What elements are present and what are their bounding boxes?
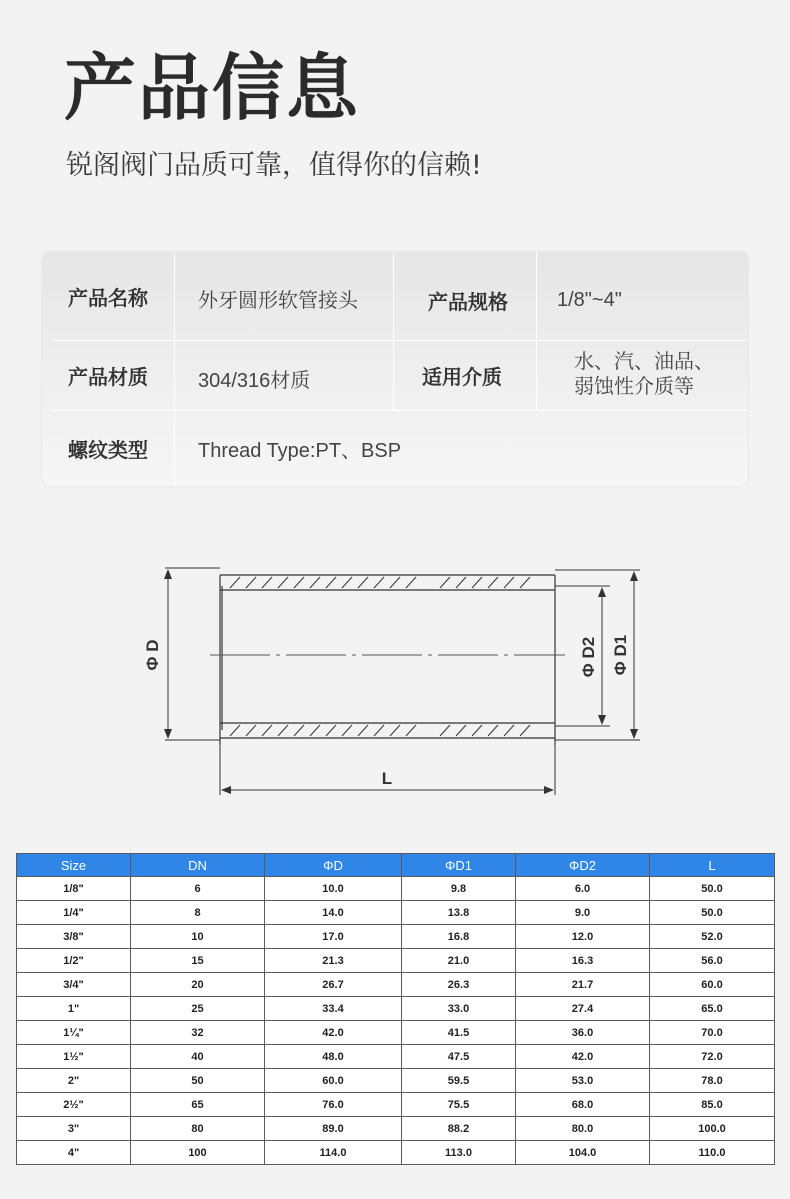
cell-d: 21.3 [265, 949, 402, 973]
table-row [17, 901, 775, 925]
cell-d: 33.4 [265, 997, 402, 1021]
cell-d1: 9.8 [402, 877, 516, 901]
table-row [17, 1045, 775, 1069]
cell-d1: 59.5 [402, 1069, 516, 1093]
cell-d: 89.0 [265, 1117, 402, 1141]
cell-dn: 50 [131, 1069, 265, 1093]
table-row [17, 949, 775, 973]
col-header-l: L [650, 854, 775, 877]
table-row [17, 925, 775, 949]
product-name-label: 产品名称 [68, 285, 148, 310]
cell-d2: 21.7 [516, 973, 650, 997]
product-name-value: 外牙圆形软管接头 [198, 289, 358, 312]
cell-dn: 100 [131, 1141, 265, 1165]
cell-dn: 65 [131, 1093, 265, 1117]
cell-d: 10.0 [265, 877, 402, 901]
cell-size: 1" [17, 997, 131, 1021]
product-spec-label: 产品规格 [428, 289, 508, 314]
cell-d: 114.0 [265, 1141, 402, 1165]
cell-d: 60.0 [265, 1069, 402, 1093]
cell-l: 78.0 [650, 1069, 775, 1093]
cell-dn: 20 [131, 973, 265, 997]
cell-size: 4" [17, 1141, 131, 1165]
product-material-value: 304/316材质 [198, 369, 311, 392]
medium-value-line1: 水、汽、油品、 [574, 351, 714, 373]
label-d1: Φ D1 [611, 634, 630, 676]
cell-size: 2½" [17, 1093, 131, 1117]
table-row [17, 1069, 775, 1093]
cell-d1: 113.0 [402, 1141, 516, 1165]
cell-dn: 25 [131, 997, 265, 1021]
table-row [17, 1117, 775, 1141]
fitting-body [220, 575, 555, 745]
cell-d2: 42.0 [516, 1045, 650, 1069]
cell-size: 1/2" [17, 949, 131, 973]
cell-size: 1¼" [17, 1021, 131, 1045]
product-material-label: 产品材质 [68, 364, 148, 389]
col-header-d: ΦD [265, 854, 402, 877]
cell-dn: 80 [131, 1117, 265, 1141]
label-d: Φ D [143, 639, 162, 671]
cell-d: 26.7 [265, 973, 402, 997]
cell-d1: 21.0 [402, 949, 516, 973]
cell-d1: 26.3 [402, 973, 516, 997]
cell-l: 50.0 [650, 877, 775, 901]
cell-dn: 32 [131, 1021, 265, 1045]
cell-size: 3" [17, 1117, 131, 1141]
cell-d2: 6.0 [516, 877, 650, 901]
page-subtitle: 锐阁阀门品质可靠，值得你的信赖! [66, 150, 482, 181]
col-header-d1: ΦD1 [402, 854, 516, 877]
cell-d2: 53.0 [516, 1069, 650, 1093]
medium-value-line2: 弱蚀性介质等 [574, 376, 694, 398]
cell-d2: 12.0 [516, 925, 650, 949]
table-row [17, 997, 775, 1021]
cell-d2: 80.0 [516, 1117, 650, 1141]
cell-l: 60.0 [650, 973, 775, 997]
cell-l: 85.0 [650, 1093, 775, 1117]
cell-dn: 15 [131, 949, 265, 973]
cell-size: 1/8" [17, 877, 131, 901]
cell-l: 65.0 [650, 997, 775, 1021]
cell-dn: 6 [131, 877, 265, 901]
cell-d: 76.0 [265, 1093, 402, 1117]
table-row [17, 877, 775, 901]
cell-l: 72.0 [650, 1045, 775, 1069]
cell-size: 3/8" [17, 925, 131, 949]
col-header-dn: DN [131, 854, 265, 877]
medium-label: 适用介质 [422, 364, 502, 389]
cell-d: 48.0 [265, 1045, 402, 1069]
table-row [17, 1141, 775, 1165]
cell-d: 14.0 [265, 901, 402, 925]
cell-l: 100.0 [650, 1117, 775, 1141]
cell-dn: 8 [131, 901, 265, 925]
cell-l: 110.0 [650, 1141, 775, 1165]
cell-size: 1/4" [17, 901, 131, 925]
cell-d1: 75.5 [402, 1093, 516, 1117]
page-title: 产品信息 [64, 46, 361, 130]
product-info-card [42, 252, 748, 486]
thread-type-label: 螺纹类型 [68, 437, 148, 462]
cell-d: 42.0 [265, 1021, 402, 1045]
cell-l: 52.0 [650, 925, 775, 949]
table-row [17, 1021, 775, 1045]
cell-d2: 27.4 [516, 997, 650, 1021]
cell-d1: 41.5 [402, 1021, 516, 1045]
label-d2: Φ D2 [579, 636, 598, 678]
cell-d2: 68.0 [516, 1093, 650, 1117]
cell-d1: 88.2 [402, 1117, 516, 1141]
table-header-row [17, 854, 775, 877]
cell-d1: 13.8 [402, 901, 516, 925]
medium-value [574, 340, 714, 410]
cell-size: 3/4" [17, 973, 131, 997]
cell-d2: 36.0 [516, 1021, 650, 1045]
cell-l: 70.0 [650, 1021, 775, 1045]
table-body [17, 877, 775, 1165]
col-header-size: Size [17, 854, 131, 877]
col-header-d2: ΦD2 [516, 854, 650, 877]
cell-d1: 33.0 [402, 997, 516, 1021]
cell-l: 50.0 [650, 901, 775, 925]
fitting-dimension-diagram [143, 540, 650, 810]
cell-dn: 40 [131, 1045, 265, 1069]
thread-type-value: Thread Type:PT、BSP [198, 439, 402, 462]
table-row [17, 973, 775, 997]
cell-d1: 16.8 [402, 925, 516, 949]
cell-d: 17.0 [265, 925, 402, 949]
cell-size: 2" [17, 1069, 131, 1093]
product-spec-value: 1/8"~4" [557, 288, 622, 311]
cell-l: 56.0 [650, 949, 775, 973]
table-row [17, 1093, 775, 1117]
label-l: L [381, 769, 393, 788]
cell-size: 1½" [17, 1045, 131, 1069]
cell-dn: 10 [131, 925, 265, 949]
cell-d2: 16.3 [516, 949, 650, 973]
cell-d2: 9.0 [516, 901, 650, 925]
cell-d2: 104.0 [516, 1141, 650, 1165]
size-spec-table [16, 853, 775, 1165]
cell-d1: 47.5 [402, 1045, 516, 1069]
dimension-lines [165, 568, 640, 795]
